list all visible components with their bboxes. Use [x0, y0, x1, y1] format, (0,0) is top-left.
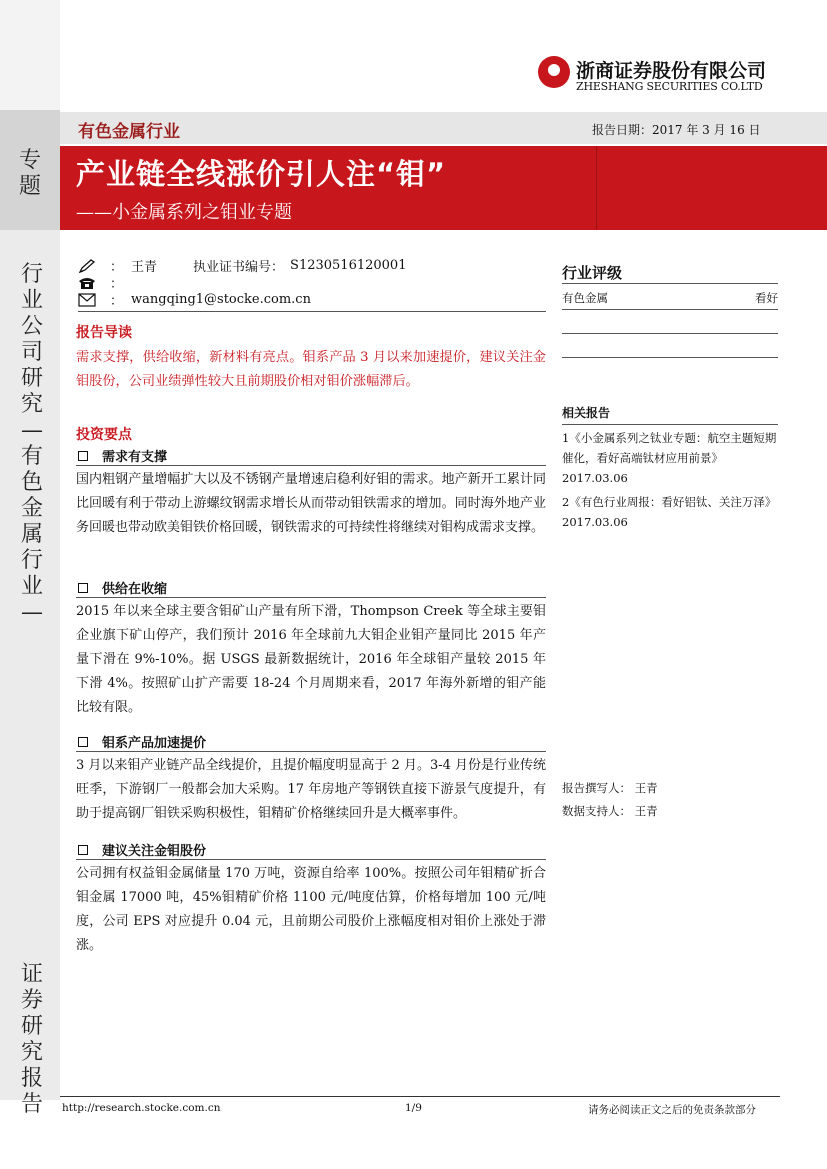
data-support: 数据支持人： 王青 — [562, 804, 658, 818]
page-number: 1/9 — [405, 1102, 422, 1114]
sidebar-category: 行业公司研究—有色金属行业— — [20, 262, 43, 625]
topic-tag — [0, 110, 60, 230]
footer-divider — [60, 1096, 780, 1097]
logo-emblem-icon — [538, 56, 570, 88]
section-title-text: 钼系产品加速提价 — [102, 736, 207, 751]
section-divider — [76, 465, 546, 466]
company-name-cn: 浙商证券股份有限公司 — [576, 60, 767, 82]
checkbox-square-icon — [78, 737, 88, 747]
analyst-email[interactable]: wangqing1@stocke.com.cn — [131, 292, 311, 307]
footer-disclaimer: 请务必阅读正文之后的免责条款部分 — [588, 1104, 756, 1116]
report-date: 报告日期：2017 年 3 月 16 日 — [592, 123, 761, 137]
sidebar-footer-label: 证券研究报告 — [20, 962, 43, 1117]
section-demand-text: 国内粗钢产量增幅扩大以及不锈钢产量增速启稳利好钼的需求。地产新开工累计同比回暖有利于带动上游螺纹钢需求增长从而带动钼铁需求的增加。同时海外地产业务回暖也带动欧美钼铁价格回暖，钢铁需求的可持续性将继续对钼构成需求支撑。 — [76, 472, 546, 535]
checkbox-square-icon — [78, 583, 88, 593]
rating-divider — [562, 333, 778, 334]
sidebar-top — [0, 0, 60, 110]
related-report-date: 2017.03.06 — [562, 471, 628, 485]
section-price-title — [78, 732, 206, 751]
analyst-sep-3: ： — [110, 294, 124, 309]
key-points-heading: 投资要点 — [76, 427, 132, 443]
rating-heading: 行业评级 — [562, 264, 623, 282]
section-divider — [76, 597, 546, 598]
company-name-en: ZHESHANG SECURITIES CO.LTD — [576, 80, 763, 93]
related-report-1[interactable] — [562, 428, 780, 488]
mail-icon — [78, 293, 96, 307]
related-report-2[interactable] — [562, 492, 780, 532]
rating-sector: 有色金属 — [562, 291, 608, 305]
related-divider — [562, 424, 778, 425]
license-label: 执业证书编号： — [193, 260, 285, 275]
related-heading: 相关报告 — [562, 406, 611, 420]
footer-url[interactable]: http://research.stocke.com.cn — [62, 1102, 221, 1114]
pen-icon — [78, 259, 96, 273]
checkbox-square-icon — [78, 451, 88, 461]
intro-text: 需求支撑，供给收缩，新材料有亮点。钼系产品 3 月以来加速提价，建议关注金钼股份，公司业绩弹性较大且前期股价相对钼价涨幅滞后。 — [76, 350, 546, 389]
intro-heading: 报告导读 — [76, 325, 132, 341]
license-number: S1230516120001 — [290, 258, 407, 273]
analyst-email-row — [78, 290, 311, 309]
related-report-date: 2017.03.06 — [562, 515, 628, 529]
analyst-divider — [78, 311, 546, 312]
section-title-text: 建议关注金钼股份 — [102, 844, 207, 859]
rating-value: 看好 — [755, 291, 778, 305]
section-supply-title — [78, 578, 167, 597]
analyst-sep-1: ： — [110, 260, 124, 275]
section-recommend-title — [78, 840, 206, 859]
rating-divider — [562, 357, 778, 358]
analyst-name: 王青 — [131, 260, 158, 275]
title-banner-right — [596, 146, 769, 230]
report-subtitle: ——小金属系列之钼业专题 — [76, 202, 292, 223]
section-supply-text: 2015 年以来全球主要含钼矿山产量有所下滑，Thompson Creek 等全球主要钼企业旗下矿山停产，我们预计 2016 年全球前九大钼企业钼产量同比 2015 年产量下滑在 9%-10%。据 USGS 最新数据统计，2016 年全球钼产量较 2015 年下滑 4%。按照矿山扩产需要 18-24 个月周期来看，2017 年海外新增的钼产能比较有限。 — [76, 604, 546, 715]
section-price-text: 3 月以来钼产业链产品全线提价，且提价幅度明显高于 2 月。3-4 月份是行业传统旺季，下游钢厂一般都会加大采购。17 年房地产等钢铁直接下游景气度提升，有助于提高钢厂钼铁采购积极性，钼精矿价格继续回升是大概率事件。 — [76, 758, 547, 821]
industry-label: 有色金属行业 — [78, 122, 180, 142]
company-logo — [538, 56, 770, 96]
report-writer: 报告撰写人： 王青 — [562, 781, 658, 795]
section-title-text: 供给在收缩 — [102, 582, 168, 597]
related-report-title: 2《有色行业周报：看好铝钛、关注万泽》 — [562, 495, 777, 509]
section-recommend-text: 公司拥有权益钼金属储量 170 万吨，资源自给率 100%。按照公司年钼精矿折合钼金属 17000 吨，45%钼精矿价格 1100 元/吨度估算，价格每增加 100 元/吨度，公司 EPS 对应提升 0.04 元，且前期公司股价上涨幅度相对钼价上涨处于滞涨。 — [76, 866, 546, 953]
related-report-title: 1《小金属系列之钛业专题：航空主题短期催化，看好高端钛材应用前景》 — [562, 431, 777, 465]
phone-icon — [78, 276, 96, 290]
section-divider — [76, 751, 546, 752]
section-divider — [76, 859, 546, 860]
analyst-sep-2: ： — [110, 277, 124, 292]
section-title-text: 需求有支撑 — [102, 450, 168, 465]
section-demand-title — [78, 446, 167, 465]
topic-tag-text: 专题 — [18, 148, 41, 199]
checkbox-square-icon — [78, 845, 88, 855]
rating-divider — [562, 309, 778, 310]
rating-divider — [562, 283, 778, 284]
rating-row — [562, 290, 778, 306]
report-title: 产业链全线涨价引人注“钼” — [76, 157, 447, 191]
